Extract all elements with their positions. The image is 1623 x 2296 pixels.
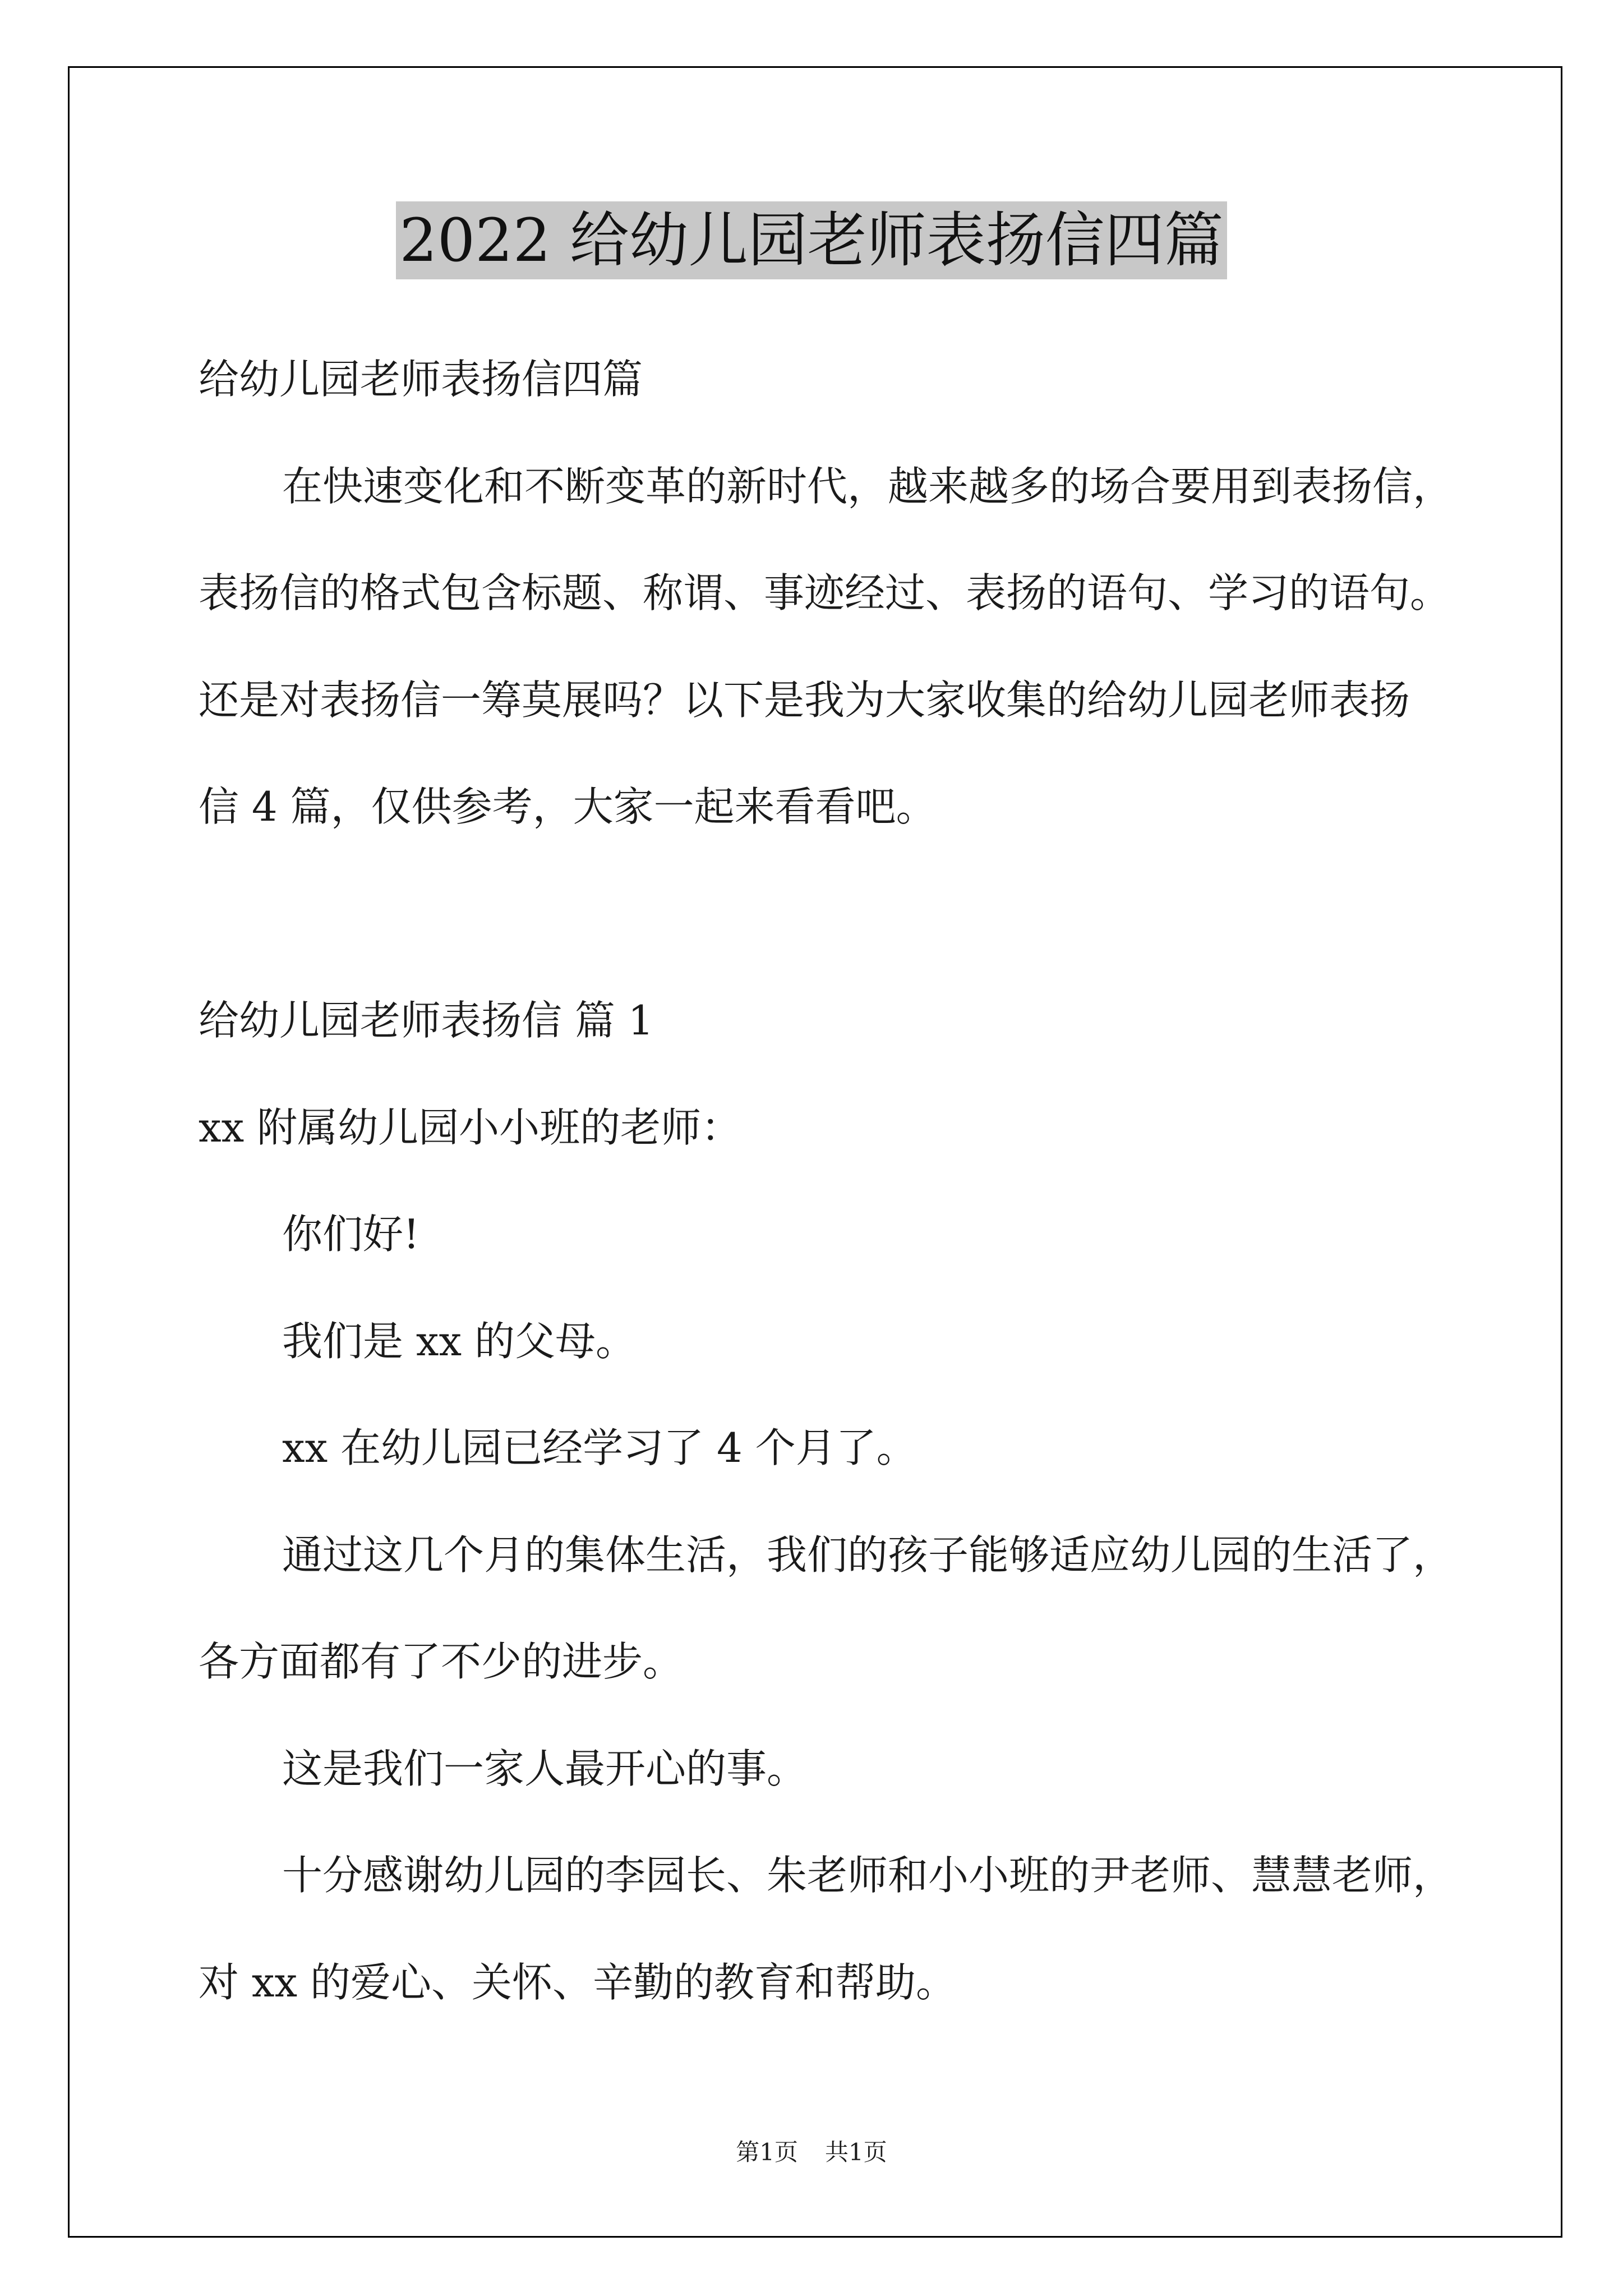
intro-line: 信 4 篇，仅供参考，大家一起来看看吧。 [199,783,937,830]
page-number-current: 第1页 [736,2138,798,2166]
intro-line: 表扬信的格式包含标题、称谓、事迹经过、表扬的语句、学习的语句。 [199,569,1451,616]
document-heading: 给幼儿园老师表扬信四篇 [199,356,643,403]
page-number-total: 共1页 [825,2138,887,2166]
letter-paragraph-line: 这是我们一家人最开心的事。 [282,1745,808,1792]
letter-paragraph-line: 各方面都有了不少的进步。 [199,1638,684,1685]
paragraph-spacer [199,861,1505,968]
document-title: 2022 给幼儿园老师表扬信四篇 [396,201,1227,279]
letter-paragraph-line: 十分感谢幼儿园的李园长、朱老师和小小班的尹老师、慧慧老师， [282,1852,1454,1899]
title-row [0,201,1623,279]
letter-paragraph-line: 对 xx 的爱心、关怀、辛勤的教育和帮助。 [199,1958,956,2006]
intro-line: 在快速变化和不断变革的新时代，越来越多的场合要用到表扬信， [282,462,1454,510]
intro-line: 还是对表扬信一筹莫展吗？以下是我为大家收集的给幼儿园老师表扬 [199,676,1410,724]
letter-paragraph-line: xx 在幼儿园已经学习了 4 个月了。 [282,1424,917,1471]
document-body [199,326,1505,2036]
page-footer [0,2137,1623,2168]
letter-heading: 给幼儿园老师表扬信 篇 1 [199,997,654,1044]
letter-paragraph-line: 通过这几个月的集体生活，我们的孩子能够适应幼儿园的生活了， [282,1531,1454,1579]
letter-paragraph-line: 我们是 xx 的父母。 [282,1317,636,1365]
letter-salutation: xx 附属幼儿园小小班的老师： [199,1103,742,1151]
letter-greeting: 你们好! [282,1211,419,1258]
